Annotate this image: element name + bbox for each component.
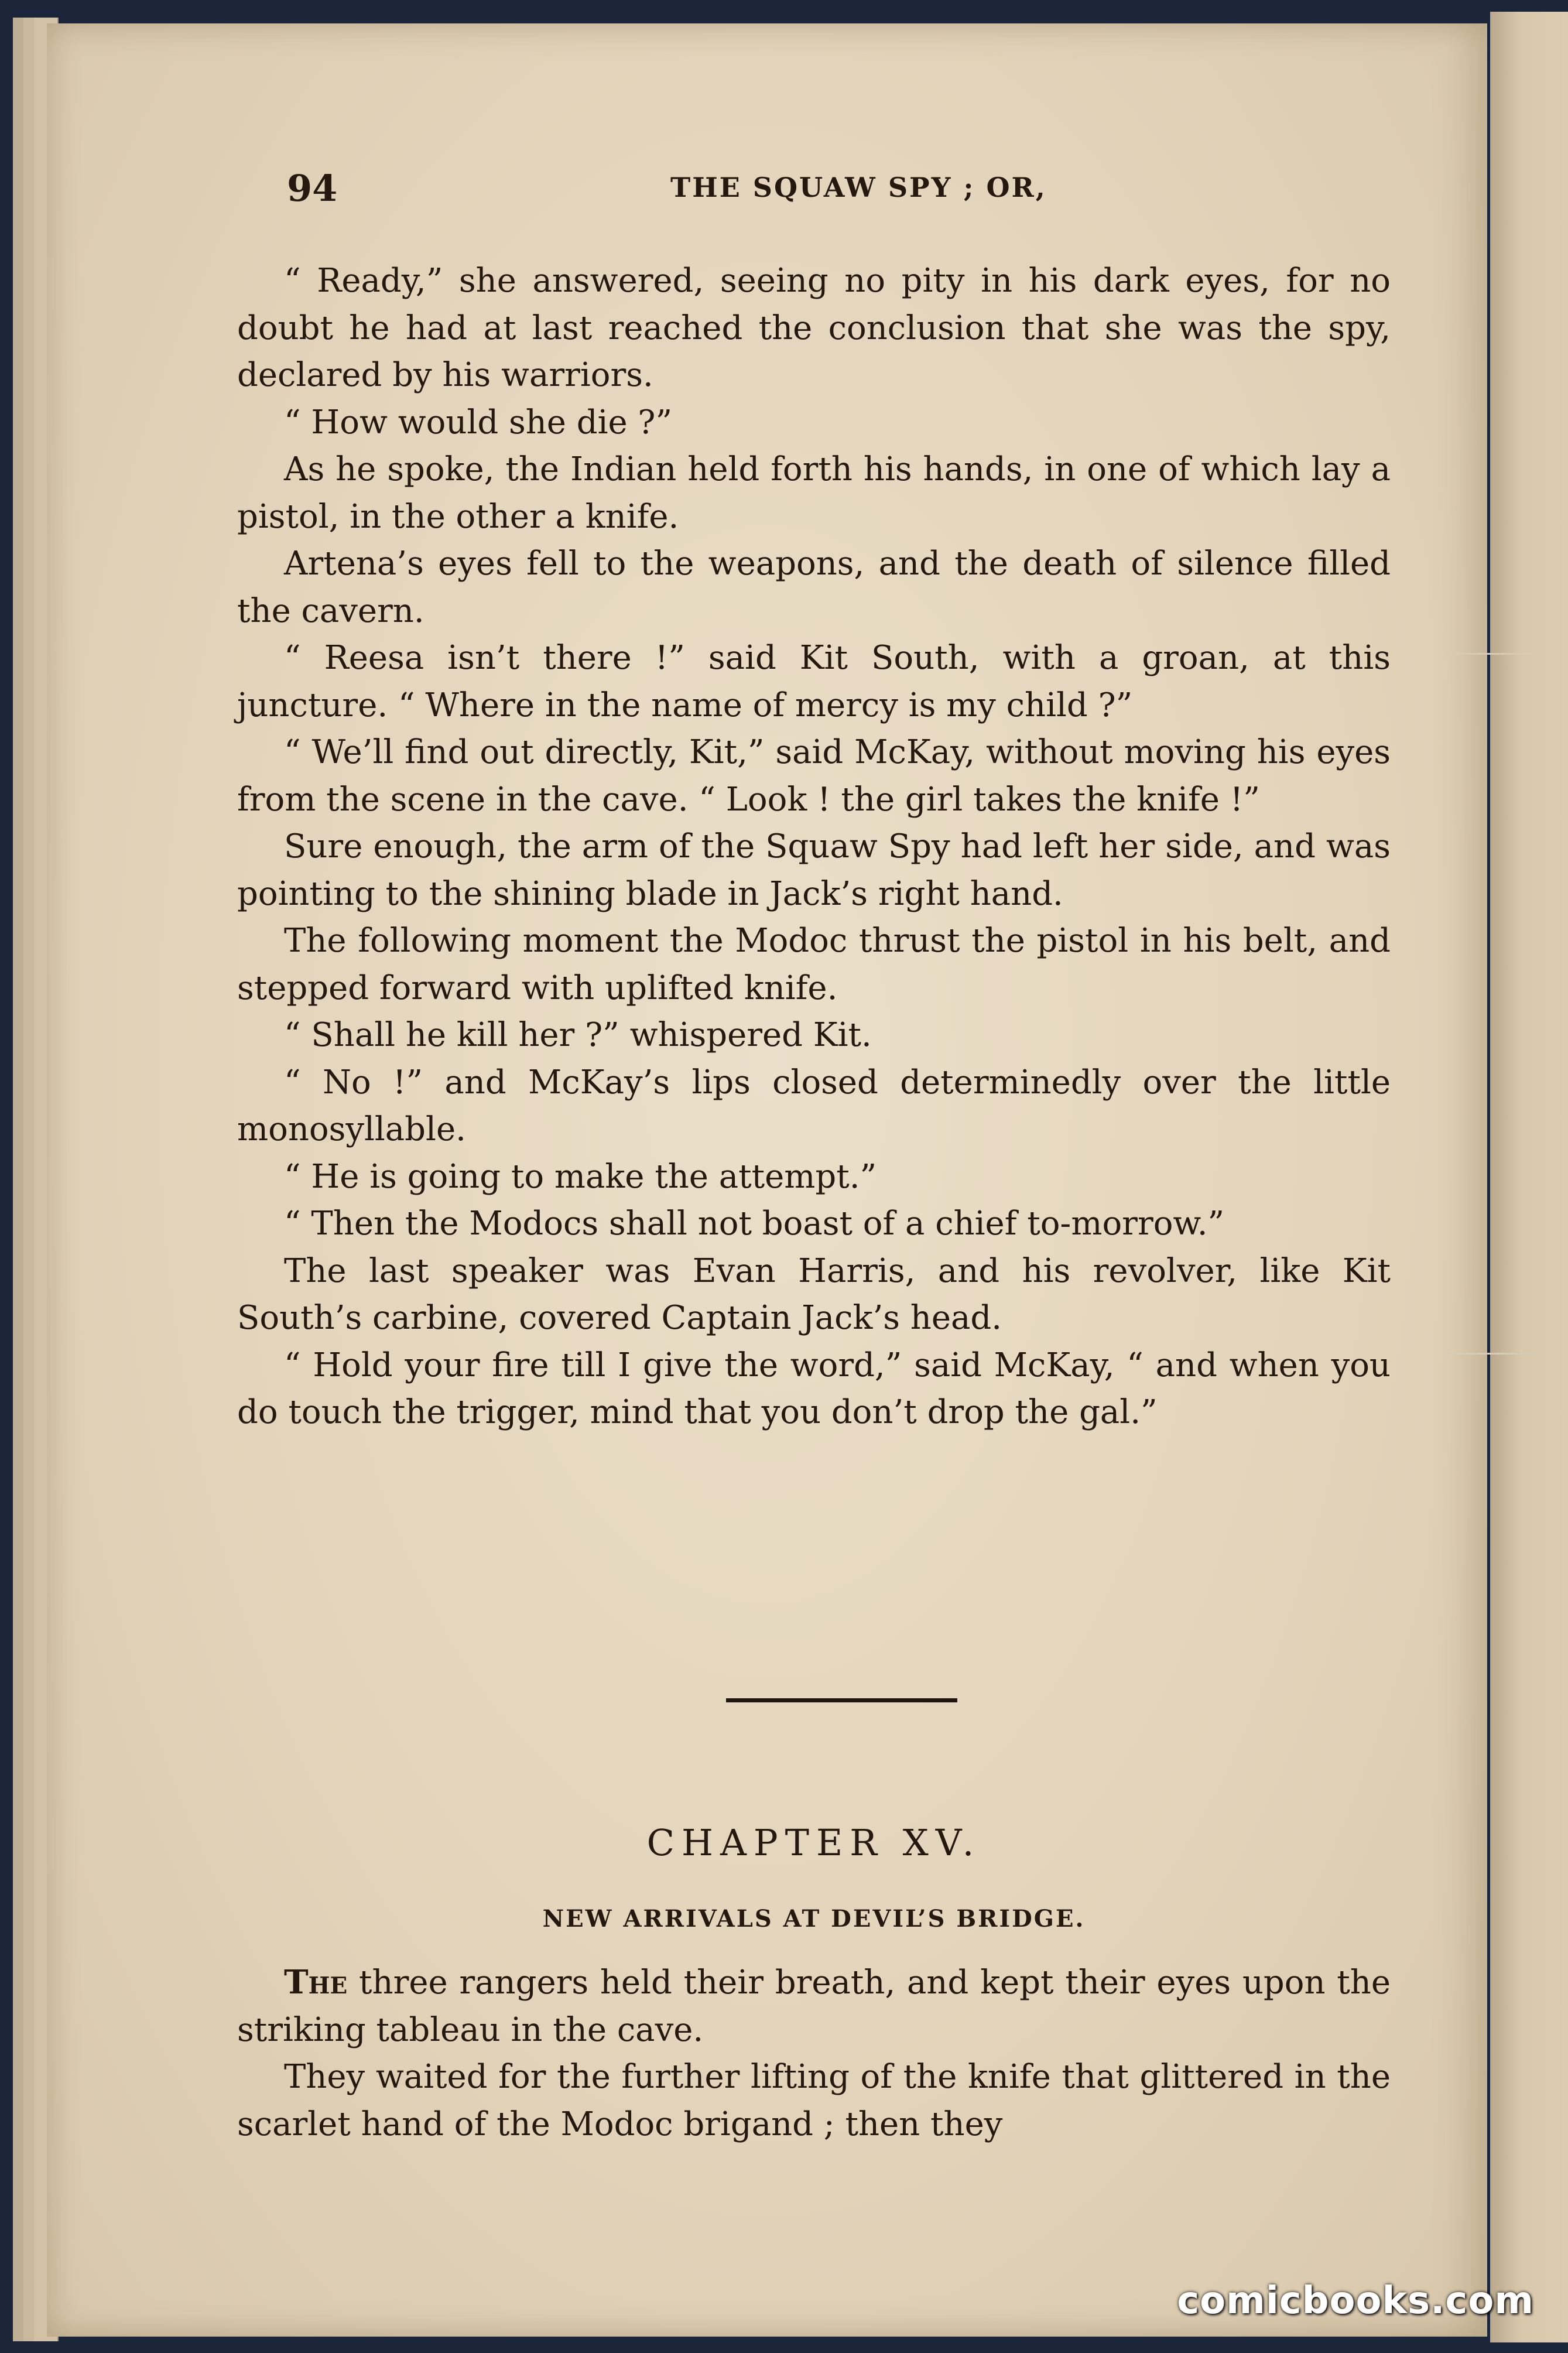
paragraph: “ Ready,” she answered, seeing no pity in his dark eyes, for no doubt he had at last reached the conclusion that she was the spy, declared by his warriors.	[237, 262, 1391, 394]
watermark-logo: comicbooks.com	[1177, 2279, 1534, 2323]
running-head: THE SQUAW SPY ; OR,	[670, 172, 1047, 203]
paragraph: “ Then the Modocs shall not boast of a chief to-morrow.”	[284, 1205, 1225, 1243]
binding-thread	[1446, 1353, 1534, 1355]
lead-word: The	[284, 1963, 348, 2002]
paragraph: “ We’ll find out directly, Kit,” said McKay, without moving his eyes from the scene in the cave. “ Look ! the girl takes the knife !”	[237, 733, 1391, 819]
paragraph: As he spoke, the Indian held forth his hands, in one of which lay a pistol, in the other a knife.	[237, 450, 1391, 536]
paragraph: “ No !” and McKay’s lips closed determinedly over the little monosyllable.	[237, 1063, 1391, 1148]
paragraph: “ He is going to make the attempt.”	[284, 1157, 877, 1196]
body-text-upper	[237, 258, 1391, 1437]
chapter-title: CHAPTER XV.	[646, 1821, 981, 1864]
paragraph	[237, 1959, 1391, 2054]
binding-thread	[1446, 653, 1534, 655]
paragraph: “ How would she die ?”	[284, 403, 673, 442]
section-divider-rule	[726, 1698, 957, 1702]
paragraph: “ Hold your fire till I give the word,” said McKay, “ and when you do touch the trigger, mind that you don’t drop the gal.”	[237, 1346, 1391, 1431]
chapter-subtitle: NEW ARRIVALS AT DEVIL’S BRIDGE.	[542, 1905, 1086, 1933]
paragraph: Artena’s eyes fell to the weapons, and the death of silence filled the cavern.	[237, 545, 1391, 630]
paragraph: “ Reesa isn’t there !” said Kit South, with a groan, at this juncture. “ Where in the name of mercy is my child ?”	[237, 639, 1391, 724]
paragraph: The last speaker was Evan Harris, and his revolver, like Kit South’s carbine, covered Captain Jack’s head.	[237, 1251, 1391, 1337]
paragraph: The following moment the Modoc thrust the pistol in his belt, and stepped forward with uplifted knife.	[237, 922, 1391, 1007]
page-header	[237, 167, 1391, 214]
page-number: 94	[287, 167, 338, 210]
paragraph-text: three rangers held their breath, and kept their eyes upon the striking tableau in the cave.	[237, 1964, 1391, 2049]
facing-page-edge	[1490, 12, 1568, 2342]
body-text-lower	[237, 1959, 1391, 2148]
paragraph: “ Shall he kill her ?” whispered Kit.	[284, 1016, 872, 1054]
paragraph: They waited for the further lifting of the knife that glittered in the scarlet hand of the Modoc brigand ; then they	[237, 2058, 1391, 2143]
paragraph: Sure enough, the arm of the Squaw Spy had left her side, and was pointing to the shining blade in Jack’s right hand.	[237, 827, 1391, 913]
